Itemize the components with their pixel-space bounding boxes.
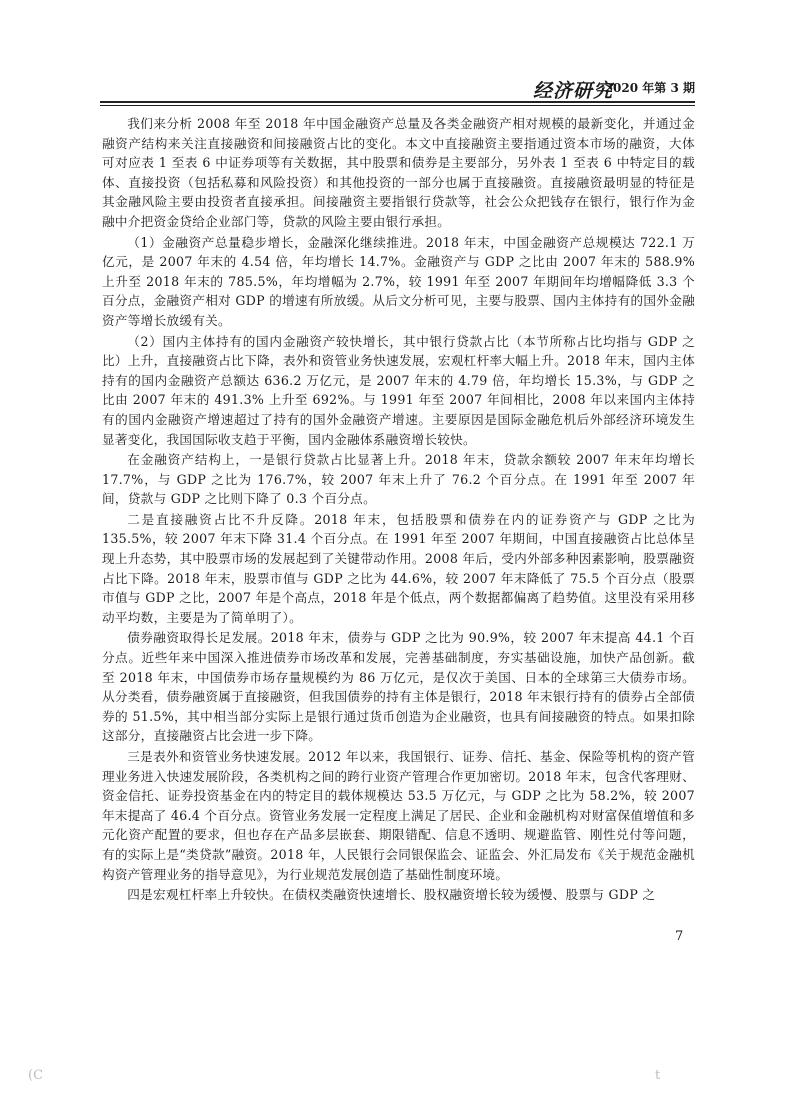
header-rule [100, 101, 695, 103]
journal-logo: 经济研究 [532, 80, 613, 102]
body-text [102, 114, 695, 906]
paragraph: 我们来分析 2008 年至 2018 年中国金融资产总量及各类金融资产相对规模的最新变化，并通过金融资产结构来关注直接融资和间接融资占比的变化。本文中直接融资主要指通过资本市场的融资，大体可对应表 1 至表 6 中证券项等有关数据，其中股票和债券是主要部分，另外表 1 至表 6 中特定目的载体、直接投资（包括私募和风险投资）和其他投资的一部分也属于直接融资。直接融资最明显的特征是其金融风险主要由投资者直接承担。间接融资主要指银行贷款等，社会公众把钱存在银行，银行作为金融中介把资金贷给企业部门等，贷款的风险主要由银行承担。 [102, 116, 695, 229]
paragraph: 四是宏观杠杆率上升较快。在债权类融资快速增长、股权融资增长较为缓慢、股票与 GDP 之 [127, 887, 656, 903]
paragraph: 债券融资取得长足发展。2018 年末，债券与 GDP 之比为 90.9%，较 2007 年末提高 44.1 个百分点。近些年来中国深入推进债券市场改革和发展，完善基础制度，夯实基础设施，加快产品创新。截至 2018 年末，中国债券市场存量规模约为 86 万亿元，是仅次于美国、日本的全球第三大债券市场。从分类看，债券融资属于直接融资，但我国债券的持有主体是银行，2018 年末银行持有的债券占全部债券的 51.5%，其中相当部分实际上是银行通过货币创造为企业融资，也具有间接融资的特点。如果扣除这部分，直接融资占比会进一步下降。 [102, 630, 695, 744]
header-rule-thin [100, 105, 695, 106]
paragraph: 二是直接融资占比不升反降。2018 年末，包括股票和债券在内的证券资产与 GDP 之比为 135.5%，较 2007 年末下降 31.4 个百分点。在 1991 年至 2007 年期间，中国直接融资占比总体呈现上升态势，其中股票市场的发展起到了关键带动作用。2008 年后，受内外部多种因素影响，股票融资占比下降。2018 年末，股票市值与 GDP 之比为 44.6%，较 2007 年末降低了 75.5 个百分点（股票市值与 GDP 之比，2007 年是个高点，2018 年是个低点，两个数据都偏离了趋势值。这里没有采用移动平均数，主要是为了简单明了）。 [102, 511, 695, 625]
page-number: 7 [675, 929, 684, 944]
paragraph: 在金融资产结构上，一是银行贷款占比显著上升。2018 年末，贷款余额较 2007 年末年均增长 17.7%，与 GDP 之比为 176.7%，较 2007 年末上升了 76.2 个百分点。在 1991 年至 2007 年间，贷款与 GDP 之比则下降了 0.3 个百分点。 [102, 452, 695, 507]
footer-right-fragment: t [655, 1068, 661, 1083]
paragraph: （1）金融资产总量稳步增长，金融深化继续推进。2018 年末，中国金融资产总规模达 722.1 万亿元，是 2007 年末的 4.54 倍，年均增长 14.7%。金融资产与 GDP 之比由 2007 年末的 588.9% 上升至 2018 年末的 785.5%，年均增幅为 2.7%，较 1991 年至 2007 年期间年均增幅降低 3.3 个百分点，金融资产相对 GDP 的增速有所放缓。从后文分析可见，主要与股票、国内主体持有的国外金融资产等增长放缓有关。 [102, 234, 695, 328]
footer-left-fragment: (C [28, 1068, 44, 1083]
paragraph: （2）国内主体持有的国内金融资产较快增长，其中银行贷款占比（本节所称占比均指与 GDP 之比）上升，直接融资占比下降，表外和资管业务快速发展，宏观杠杆率大幅上升。2018 年末，国内主体持有的国内金融资产总额达 636.2 万亿元，是 2007 年末的 4.79 倍，年均增长 15.3%，与 GDP 之比由 2007 年末的 491.3% 上升至 692%。与 1991 年至 2007 年间相比，2008 年以来国内主体持有的国内金融资产增速超过了持有的国外金融资产增速。主要原因是国际金融危机后外部经济环境发生显著变化，我国国际收支趋于平衡，国内金融体系融资增长较快。 [102, 333, 695, 447]
issue-label: 2020 年第 3 期 [604, 81, 695, 95]
page-header [100, 76, 695, 100]
paragraph: 三是表外和资管业务快速发展。2012 年以来，我国银行、证券、信托、基金、保险等机构的资产管理业务进入快速发展阶段，各类机构之间的跨行业资产管理合作更加密切。2018 年末，包含代客理财、资金信托、证券投资基金在内的特定目的载体规模达 53.5 万亿元，与 GDP 之比为 58.2%，较 2007 年末提高了 46.4 个百分点。资管业务发展一定程度上满足了居民、企业和金融机构对财富保值增值和多元化资产配置的要求，但也存在产品多层嵌套、期限错配、信息不透明、规避监管、刚性兑付等问题，有的实际上是“类贷款”融资。2018 年，人民银行会同银保监会、证监会、外汇局发布《关于规范金融机构资产管理业务的指导意见》，为行业规范发展创造了基础性制度环境。 [102, 749, 695, 882]
